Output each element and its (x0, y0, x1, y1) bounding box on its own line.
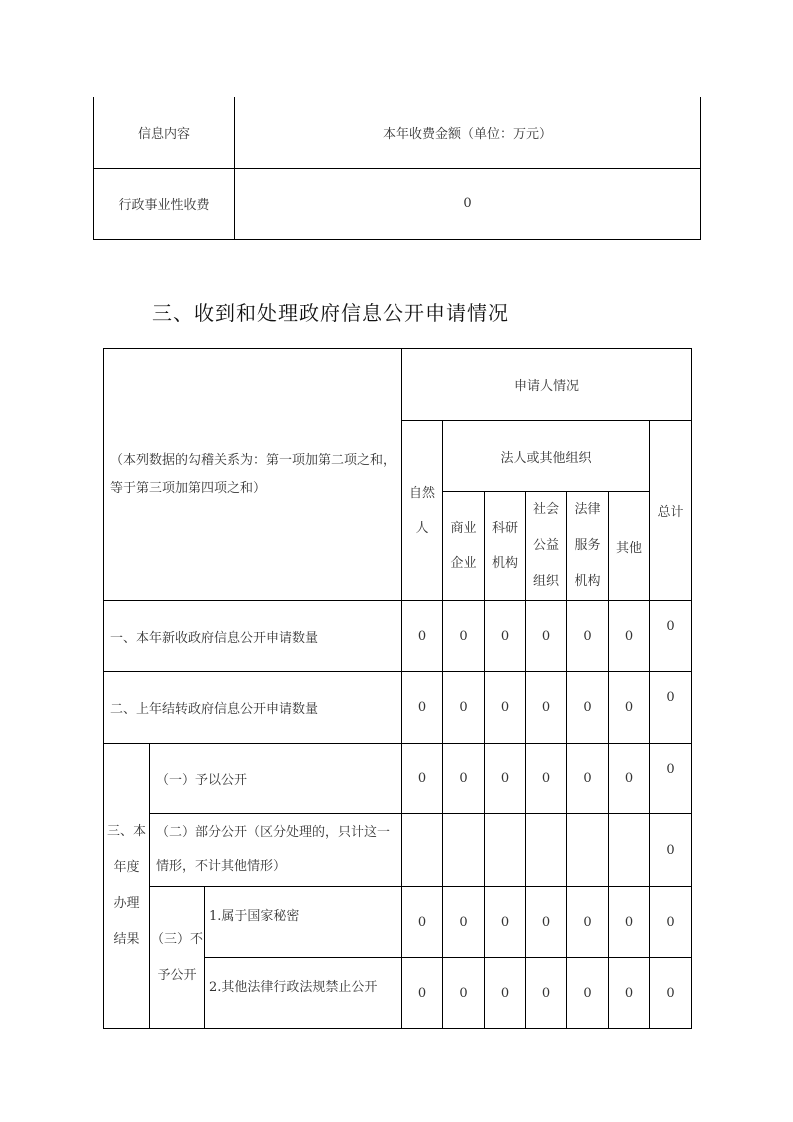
row-label: 一、本年新收政府信息公开申请数量 (104, 601, 402, 672)
cell-welfare: 0 (526, 887, 567, 958)
cell-natural: 0 (402, 601, 443, 672)
row3-group-label: 三、本 年度 办理 结果 (104, 744, 150, 1029)
fee-table (93, 97, 701, 240)
cell-other: 0 (609, 958, 650, 1029)
cell-research: 0 (485, 672, 526, 744)
row-label: 二、上年结转政府信息公开申请数量 (104, 672, 402, 744)
cell-natural: 0 (402, 887, 443, 958)
cell-legal: 0 (567, 744, 609, 814)
cell-research: 0 (485, 887, 526, 958)
fee-header-amount: 本年收费金额（单位：万元） (235, 97, 701, 168)
total-header: 总计 (650, 421, 692, 601)
cell-legal: 0 (567, 601, 609, 672)
cell-legal: 0 (567, 887, 609, 958)
cell-welfare: 0 (526, 672, 567, 744)
cell-total: 0 (650, 887, 692, 958)
cell-legal: 0 (567, 958, 609, 1029)
table-row-partial (104, 814, 692, 887)
note-line-1: （本列数据的勾稽关系为：第一项加第二项之和， (110, 452, 397, 468)
cell-total: 0 (650, 744, 692, 814)
cell-research: 0 (485, 744, 526, 814)
table-row-state-secret (104, 887, 692, 958)
cell-welfare: 0 (526, 744, 567, 814)
cell-commercial: 0 (443, 958, 485, 1029)
table-row-new (104, 601, 692, 672)
application-table (103, 348, 692, 1029)
org-col-legal-service: 法律 服务 机构 (567, 492, 609, 601)
org-col-research: 科研 机构 (485, 492, 526, 601)
section-title: 三、收到和处理政府信息公开申请情况 (152, 301, 509, 325)
row-label: 2.其他法律行政法规禁止公开 (205, 958, 402, 1029)
cell-other: 0 (609, 672, 650, 744)
note-cell (104, 349, 402, 601)
org-col-public-welfare: 社会 公益 组织 (526, 492, 567, 601)
row-label: （一）予以公开 (150, 744, 402, 814)
fee-row-label: 行政事业性收费 (94, 168, 235, 239)
cell-research: 0 (485, 958, 526, 1029)
cell-commercial: 0 (443, 672, 485, 744)
legal-org-header: 法人或其他组织 (443, 421, 650, 492)
row3c-group-label: （三）不 予公开 (150, 887, 205, 1029)
cell-other (609, 814, 650, 887)
fee-header-content: 信息内容 (94, 97, 235, 168)
fee-row-value: 0 (235, 168, 701, 239)
cell-total: 0 (650, 814, 692, 887)
note-line-2: 等于第三项加第四项之和） (110, 480, 267, 496)
cell-legal (567, 814, 609, 887)
cell-commercial (443, 814, 485, 887)
applicant-header: 申请人情况 (402, 349, 692, 421)
cell-commercial: 0 (443, 744, 485, 814)
cell-other: 0 (609, 601, 650, 672)
table-row-disclosed (104, 744, 692, 814)
cell-total: 0 (650, 958, 692, 1029)
cell-total: 0 (650, 601, 692, 672)
cell-research (485, 814, 526, 887)
cell-natural: 0 (402, 672, 443, 744)
cell-research: 0 (485, 601, 526, 672)
cell-commercial: 0 (443, 601, 485, 672)
cell-natural (402, 814, 443, 887)
cell-welfare: 0 (526, 601, 567, 672)
cell-other: 0 (609, 744, 650, 814)
org-col-commercial: 商业 企业 (443, 492, 485, 601)
cell-total: 0 (650, 672, 692, 744)
cell-welfare (526, 814, 567, 887)
cell-other: 0 (609, 887, 650, 958)
cell-natural: 0 (402, 958, 443, 1029)
natural-person-header: 自然 人 (402, 421, 443, 601)
cell-legal: 0 (567, 672, 609, 744)
row-label: 1.属于国家秘密 (205, 887, 402, 958)
table-row-carryover (104, 672, 692, 744)
row-label: （二）部分公开（区分处理的，只计这一 情形，不计其他情形） (150, 814, 402, 887)
org-col-other: 其他 (609, 492, 650, 601)
cell-commercial: 0 (443, 887, 485, 958)
cell-welfare: 0 (526, 958, 567, 1029)
cell-natural: 0 (402, 744, 443, 814)
